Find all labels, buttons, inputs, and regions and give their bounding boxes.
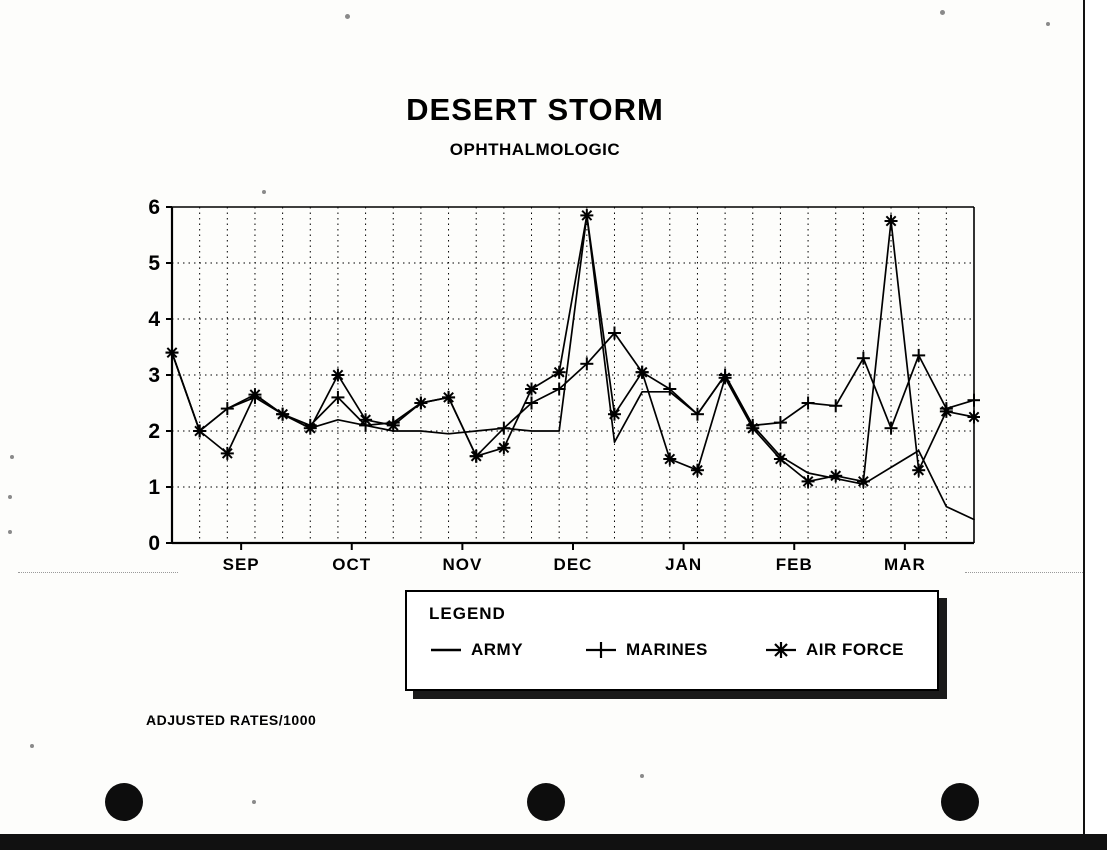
series-marker-air-force xyxy=(636,366,649,379)
legend-title: LEGEND xyxy=(429,604,506,623)
series-marker-air-force xyxy=(525,383,538,396)
series-marker-air-force xyxy=(193,425,206,438)
x-tick-label-mar: MAR xyxy=(884,555,926,574)
plus-marker-icon xyxy=(584,640,618,660)
series-marker-air-force xyxy=(912,464,925,477)
series-marker-air-force xyxy=(359,413,372,426)
legend-label-marines: MARINES xyxy=(626,640,708,659)
series-marker-air-force xyxy=(414,397,427,410)
line-chart-svg xyxy=(120,195,980,575)
legend-box xyxy=(405,590,939,691)
series-marker-air-force xyxy=(442,391,455,404)
series-marker-air-force xyxy=(248,388,261,401)
chart-series xyxy=(166,209,981,550)
series-marker-air-force xyxy=(166,346,179,359)
scan-speck xyxy=(8,495,12,499)
series-marker-marines xyxy=(968,394,981,407)
series-marker-air-force xyxy=(580,209,593,222)
series-marker-marines xyxy=(912,349,925,362)
series-marker-air-force xyxy=(691,464,704,477)
series-marker-air-force xyxy=(885,215,898,228)
series-marker-marines xyxy=(829,399,842,412)
series-marker-air-force xyxy=(387,419,400,432)
svg-text:3: 3 xyxy=(148,364,160,387)
series-marker-air-force xyxy=(221,447,234,460)
x-tick-label-sep: SEP xyxy=(222,555,260,574)
legend-item-air-force xyxy=(764,640,904,660)
chart-plot-area xyxy=(120,195,980,575)
series-marker-air-force xyxy=(331,369,344,382)
scan-speck xyxy=(10,455,14,459)
scan-speck xyxy=(30,744,34,748)
scan-speck xyxy=(345,14,350,19)
series-line-army xyxy=(172,215,974,519)
svg-text:6: 6 xyxy=(148,196,160,219)
series-marker-air-force xyxy=(940,405,953,418)
scan-speck xyxy=(1046,22,1050,26)
series-marker-air-force xyxy=(857,475,870,488)
svg-text:4: 4 xyxy=(148,308,160,331)
series-marker-air-force xyxy=(802,475,815,488)
series-marker-air-force xyxy=(497,441,510,454)
chart-y-axis-note: ADJUSTED RATES/1000 xyxy=(146,712,317,728)
series-line-marines xyxy=(172,333,974,456)
punch-hole xyxy=(527,783,565,821)
page-title: DESERT STORM xyxy=(406,92,664,127)
series-marker-air-force xyxy=(663,453,676,466)
series-marker-air-force xyxy=(719,371,732,384)
svg-text:5: 5 xyxy=(148,252,160,275)
scan-streak xyxy=(965,572,1085,573)
plain-line-icon xyxy=(429,640,463,660)
x-tick-label-oct: OCT xyxy=(332,555,372,574)
chart-y-tick-labels xyxy=(148,196,172,555)
series-marker-air-force xyxy=(470,450,483,463)
scan-speck xyxy=(640,774,644,778)
scan-speck xyxy=(252,800,256,804)
slide-right-border xyxy=(1083,0,1107,850)
x-tick-label-feb: FEB xyxy=(775,555,813,574)
series-marker-air-force xyxy=(304,422,317,435)
legend-label-air-force: AIR FORCE xyxy=(806,640,904,659)
legend-items xyxy=(429,640,929,670)
svg-text:2: 2 xyxy=(148,420,160,443)
series-line-air-force xyxy=(172,215,974,481)
scan-speck xyxy=(8,530,12,534)
svg-text:0: 0 xyxy=(148,532,160,555)
series-marker-marines xyxy=(885,422,898,435)
page-subtitle: OPHTHALMOLOGIC xyxy=(449,140,621,159)
x-tick-label-nov: NOV xyxy=(442,555,483,574)
svg-text:1: 1 xyxy=(148,476,160,499)
punch-hole xyxy=(105,783,143,821)
legend-item-army xyxy=(429,640,523,660)
series-marker-air-force xyxy=(746,422,759,435)
scan-speck xyxy=(262,190,266,194)
x-tick-label-dec: DEC xyxy=(553,555,593,574)
series-marker-marines xyxy=(857,352,870,365)
scan-speck xyxy=(940,10,945,15)
series-marker-air-force xyxy=(553,366,566,379)
legend-item-marines xyxy=(584,640,708,660)
legend-label-army: ARMY xyxy=(471,640,524,659)
asterisk-marker-icon xyxy=(764,640,798,660)
punch-hole xyxy=(941,783,979,821)
x-tick-label-jan: JAN xyxy=(665,555,703,574)
series-marker-air-force xyxy=(829,469,842,482)
series-marker-air-force xyxy=(774,453,787,466)
slide-bottom-border xyxy=(0,834,1107,850)
series-marker-air-force xyxy=(276,408,289,421)
series-marker-marines xyxy=(802,397,815,410)
chart-x-tick-labels xyxy=(190,555,960,581)
series-marker-air-force xyxy=(608,408,621,421)
series-marker-marines xyxy=(774,416,787,429)
series-marker-air-force xyxy=(968,411,981,424)
